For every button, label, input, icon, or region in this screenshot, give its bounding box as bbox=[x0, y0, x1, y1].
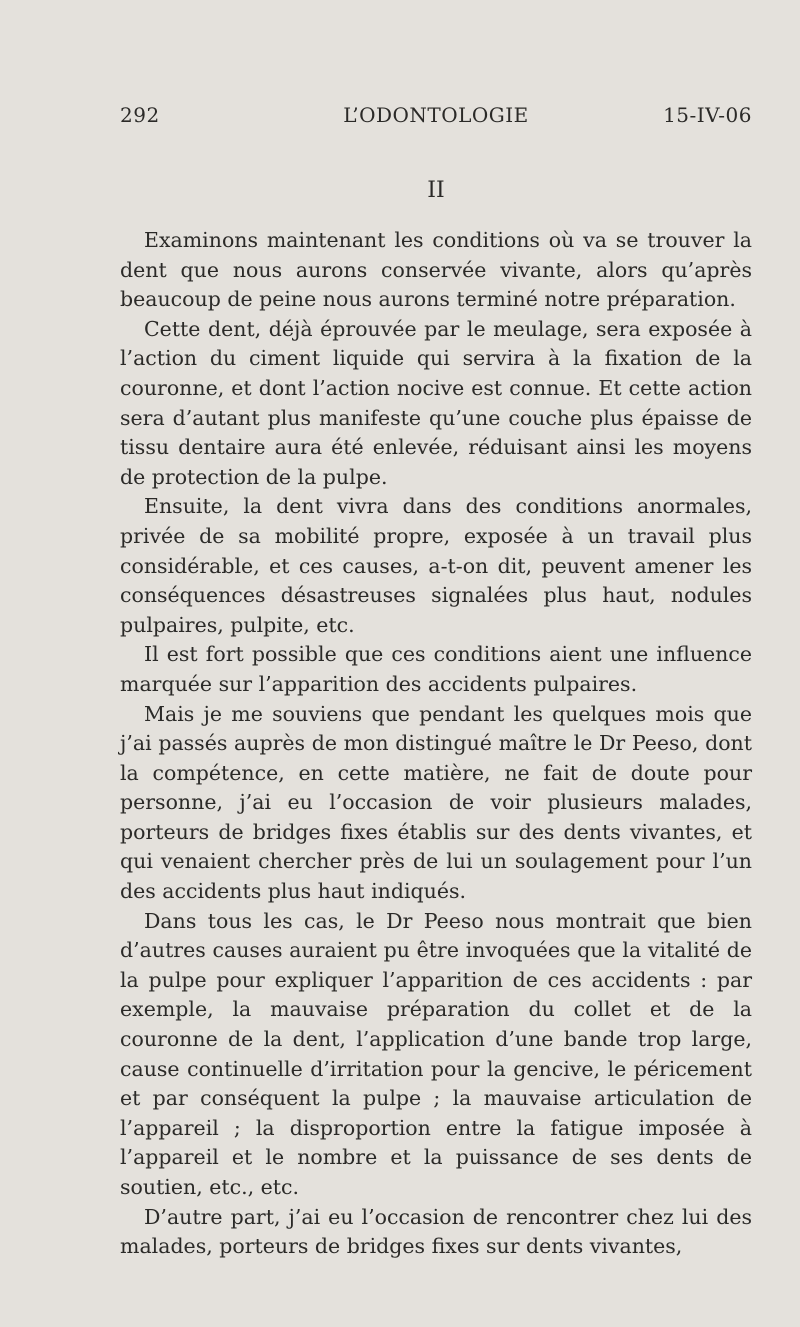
paragraph: D’autre part, j’ai eu l’occasion de rencontrer chez lui des malades, porteurs de bridges fixes sur dents vivantes, bbox=[120, 1204, 752, 1259]
body-text bbox=[120, 226, 752, 1262]
paragraph: Il est fort possible que ces conditions aient une influence marquée sur l’apparition des accidents pulpaires. bbox=[120, 642, 752, 696]
paragraph: Mais je me souviens que pendant les quelques mois que j’ai passés auprès de mon distingué maître le Dr Peeso, dont la compétence, en cette matière, ne fait de doute pour personne, j’ai eu l’occasion de voir plusieurs malades, porteurs de bridges fixes établis sur des dents vivantes, et qui venaient chercher près de lui un soulagement pour l’un des accidents plus haut indiqués. bbox=[120, 701, 752, 904]
page-number: 292 bbox=[120, 103, 160, 127]
paragraph: Examinons maintenant les conditions où va se trouver la dent que nous aurons conservée vivante, alors qu’après beaucoup de peine nous aurons terminé notre préparation. bbox=[120, 228, 752, 312]
journal-title: L’ODONTOLOGIE bbox=[343, 103, 529, 127]
paragraph: Cette dent, déjà éprouvée par le meulage, sera exposée à l’action du ciment liquide qui servira à la fixation de la couronne, et dont l’action nocive est connue. Et cette action sera d’autant plus manifeste qu’une couche plus épaisse de tissu dentaire aura été enlevée, réduisant ainsi les moyens de protection de la pulpe. bbox=[120, 316, 752, 489]
paragraph: Ensuite, la dent vivra dans des conditions anormales, privée de sa mobilité propre, exposée à un travail plus considérable, et ces causes, a-t-on dit, peuvent amener les conséquences désastreuses signalées plus haut, nodules pulpaires, pulpite, etc. bbox=[120, 494, 752, 637]
section-heading: II bbox=[427, 178, 445, 203]
issue-date: 15-IV-06 bbox=[663, 103, 752, 127]
paragraph: Dans tous les cas, le Dr Peeso nous montrait que bien d’autres causes auraient pu être invoquées que la vitalité de la pulpe pour expliquer l’apparition de ces accidents : par exemple, la mauvaise préparation du collet et de la couronne de la dent, l’application d’une bande trop large, cause continuelle d’irritation pour la gencive, le péricement et par conséquent la pulpe ; la mauvaise articulation de l’appareil ; la disproportion entre la fatigue imposée à l’appareil et le nombre et la puissance de ses dents de soutien, etc., etc. bbox=[120, 908, 752, 1199]
